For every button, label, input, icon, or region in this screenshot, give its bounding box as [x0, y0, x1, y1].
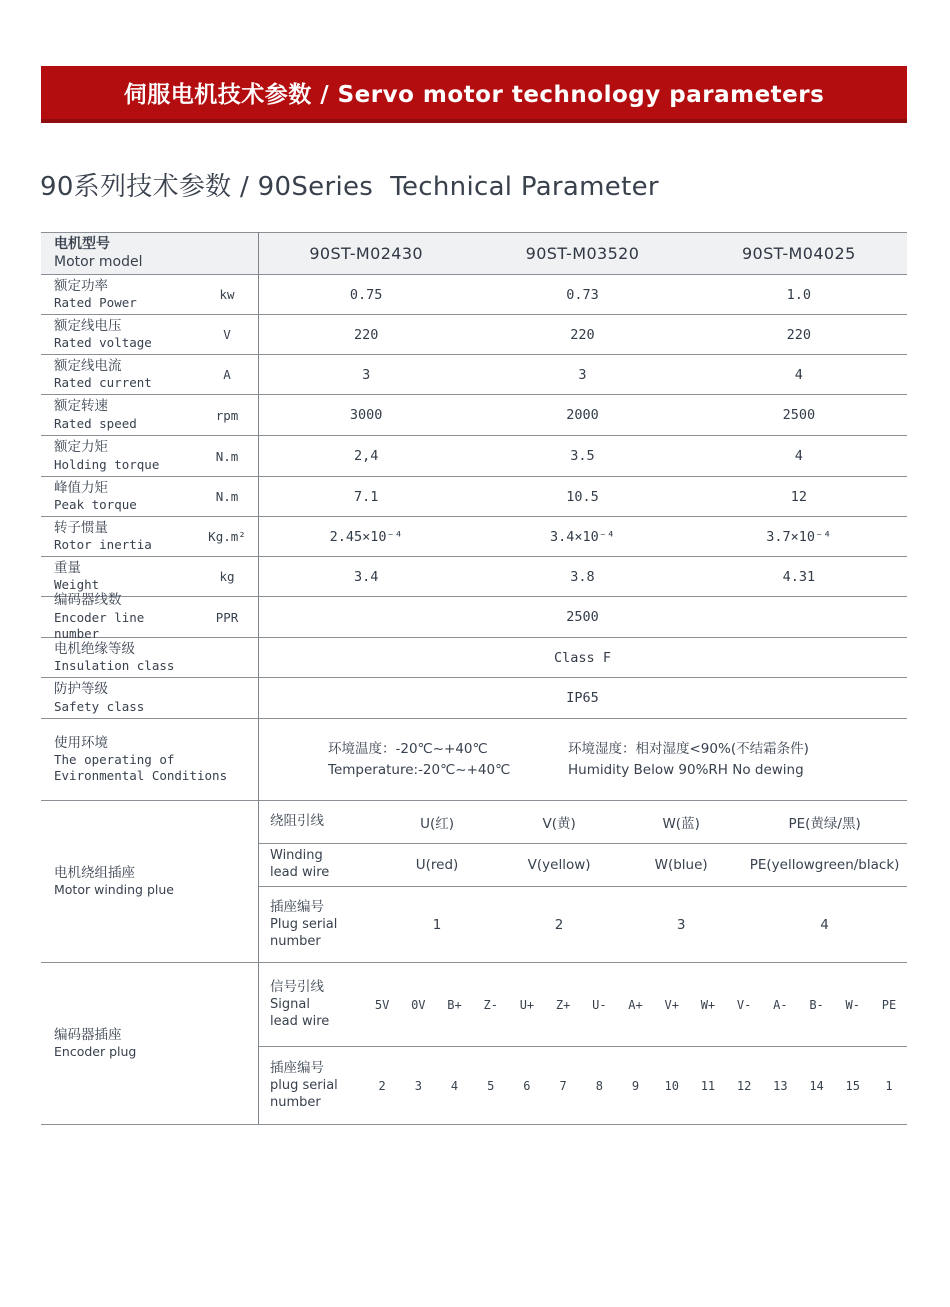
- signal-cell: B+: [447, 997, 462, 1012]
- wire-cell: W(蓝): [662, 815, 700, 832]
- wire-label-en-1: Winding: [270, 848, 323, 864]
- encoder-plug-number-list: [364, 1079, 907, 1093]
- wire-list-en: [376, 857, 907, 873]
- winding-label-en: Motor winding plue: [54, 882, 174, 898]
- wire-cell: U(红): [420, 815, 454, 832]
- row-label-en-1: The operating of: [54, 752, 175, 768]
- row-label-en: Encoder line number: [54, 609, 145, 641]
- signal-cell: V+: [664, 997, 679, 1012]
- winding-label-cell: [41, 801, 258, 962]
- value-cell: 3: [578, 366, 587, 383]
- plug-label-zh: 插座编号: [270, 899, 324, 916]
- value-cell: 2.45×10⁻⁴: [329, 528, 403, 545]
- value-list: [258, 557, 907, 596]
- row-label-cell: [41, 592, 258, 641]
- signal-cell: A+: [628, 997, 643, 1012]
- signal-cell: U+: [519, 997, 535, 1012]
- winding-wires-en-row: [258, 843, 907, 887]
- row-label-zh: 额定线电流: [54, 357, 122, 374]
- value-cell: 2000: [566, 407, 599, 423]
- row-label-cell: [41, 275, 258, 314]
- encoder-plug-label-en-2: number: [270, 1094, 321, 1110]
- span-value: 2500: [566, 609, 599, 625]
- row-label-en: Weight: [54, 577, 100, 593]
- value-list: [258, 275, 907, 314]
- temperature-block: [258, 739, 568, 781]
- signal-cell: Z+: [555, 997, 571, 1012]
- unit-label: rpm: [215, 407, 239, 423]
- row-label-zh: 峰值力矩: [54, 479, 108, 496]
- span-value: IP65: [566, 690, 599, 706]
- plug-number-cell: 3: [676, 916, 686, 933]
- plug-number-cell: 2: [554, 916, 564, 933]
- row-label-en: Safety class: [54, 698, 145, 714]
- model-name: 90ST-M02430: [309, 244, 424, 263]
- wire-label-en-cell: [258, 848, 376, 882]
- temperature-zh: 环境温度：-20℃~+40℃: [328, 740, 488, 757]
- spec-row-rotor-inertia: [41, 516, 907, 556]
- header-label-cell: [41, 233, 258, 274]
- plug-number-cell: 7: [559, 1078, 567, 1093]
- row-label-cell: [41, 315, 258, 354]
- spec-row-environment: [41, 718, 907, 800]
- row-label-en: Insulation class: [54, 658, 175, 674]
- header-label-en: Motor model: [54, 253, 143, 270]
- temperature-en: Temperature:-20℃~+40℃: [328, 761, 511, 778]
- unit-label: kw: [219, 287, 235, 302]
- encoder-label-zh: 编码器插座: [54, 1026, 122, 1043]
- plug-number-cell: 4: [450, 1078, 459, 1093]
- wire-cell: V(yellow): [527, 857, 591, 874]
- wire-label-zh-cell: [258, 813, 376, 831]
- plug-number-cell: 8: [595, 1078, 603, 1093]
- row-label-en-2: Evironmental Conditions: [54, 768, 228, 784]
- row-label-zh: 额定力矩: [54, 439, 108, 456]
- encoder-label-en: Encoder plug: [54, 1044, 137, 1060]
- plug-number-cell: 11: [700, 1078, 716, 1093]
- wire-cell: U(red): [415, 857, 459, 874]
- plug-label-en-1: Plug serial: [270, 916, 338, 932]
- value-cell: 0.75: [349, 286, 383, 303]
- encoder-plug-number-row: [258, 1046, 907, 1124]
- signal-cell: 0V: [411, 997, 426, 1012]
- plug-number-cell: 1: [432, 916, 442, 933]
- signal-cell: Z-: [483, 997, 498, 1012]
- wire-label-en-2: lead wire: [270, 865, 330, 881]
- wire-cell: W(blue): [654, 857, 708, 874]
- value-cell: 4.31: [782, 568, 816, 585]
- section-banner: [41, 66, 907, 123]
- span-value: Class F: [554, 649, 611, 666]
- value-cell: 3.4×10⁻⁴: [549, 528, 615, 545]
- signal-cell: W-: [845, 997, 860, 1012]
- plug-number-cell: 10: [664, 1078, 679, 1093]
- banner-title: 伺服电机技术参数 / Servo motor technology parameters: [123, 82, 825, 108]
- unit-label: Kg.m²: [208, 529, 246, 544]
- signal-cell: B-: [809, 997, 824, 1012]
- winding-plug-number-row: [258, 886, 907, 962]
- row-label-en: Rated Power: [54, 295, 137, 311]
- spec-row-peak-torque: [41, 476, 907, 516]
- plug-number-cell: 15: [845, 1078, 860, 1093]
- row-label-cell: [41, 719, 258, 800]
- row-label-zh: 使用环境: [54, 734, 108, 751]
- model-name: 90ST-M04025: [741, 244, 856, 263]
- spec-row-rated-speed: [41, 394, 907, 435]
- plug-number-cell: 5: [487, 1078, 495, 1093]
- unit-label: PPR: [215, 609, 239, 625]
- row-label-zh: 转子惯量: [54, 519, 108, 536]
- spec-row-holding-torque: [41, 435, 907, 476]
- row-label-cell: [41, 436, 258, 476]
- plug-number-cell: 14: [809, 1078, 824, 1093]
- span-value-cell: [258, 638, 907, 677]
- value-cell: 2500: [782, 407, 816, 423]
- row-label-en: Rated current: [54, 375, 152, 391]
- row-label-zh: 防护等级: [54, 681, 108, 698]
- value-list: [258, 315, 907, 354]
- winding-section-row: [41, 800, 907, 962]
- plug-label-en-2: number: [270, 933, 321, 949]
- signal-label-zh: 信号引线: [270, 979, 324, 996]
- row-label-cell: [41, 517, 258, 556]
- plug-label-cell: [258, 899, 376, 950]
- signal-label-cell: [258, 979, 364, 1030]
- row-label-zh: 电机绝缘等级: [54, 640, 135, 657]
- spec-row-rated-voltage: [41, 314, 907, 354]
- spec-row-safety-class: [41, 677, 907, 718]
- humidity-zh: 环境湿度：相对湿度<90%(不结霜条件): [568, 740, 809, 757]
- humidity-block: [568, 739, 907, 781]
- row-label-zh: 额定转速: [54, 398, 108, 415]
- encoder-plug-label-en-1: plug serial: [270, 1077, 338, 1093]
- value-cell: 3000: [349, 407, 383, 423]
- signal-cell: W+: [700, 997, 716, 1012]
- spec-table: [41, 232, 907, 1125]
- value-cell: 3.4: [353, 568, 379, 585]
- unit-label: N.m: [215, 448, 239, 464]
- row-label-en: Rated voltage: [54, 335, 152, 351]
- signal-cell: V-: [736, 997, 752, 1012]
- value-list: [258, 436, 907, 476]
- plug-number-cell: 4: [820, 916, 829, 933]
- model-list: [258, 233, 907, 274]
- spec-row-encoder-line-number: [41, 592, 907, 641]
- value-list: [258, 395, 907, 435]
- unit-label: N.m: [215, 489, 239, 504]
- plug-number-cell: 13: [773, 1078, 788, 1093]
- encoder-label-cell: [41, 963, 258, 1124]
- value-cell: 220: [786, 326, 812, 343]
- value-cell: 2,4: [353, 448, 379, 464]
- humidity-en: Humidity Below 90%RH No dewing: [568, 761, 804, 778]
- header-label-zh: 电机型号: [54, 235, 110, 252]
- signal-cell: PE: [881, 997, 897, 1012]
- value-cell: 0.73: [566, 286, 599, 303]
- winding-wires-zh-row: [258, 801, 907, 843]
- plug-number-cell: 6: [523, 1078, 531, 1093]
- row-label-cell: [41, 557, 258, 596]
- encoder-signal-row: [258, 963, 907, 1046]
- unit-label: kg: [219, 569, 235, 584]
- row-label-zh: 额定线电压: [54, 317, 122, 334]
- value-cell: 3: [362, 366, 371, 383]
- span-value-cell: [258, 678, 907, 718]
- spec-row-insulation-class: [41, 637, 907, 677]
- wire-cell: PE(yellowgreen/black): [749, 857, 900, 874]
- signal-list: [364, 998, 907, 1012]
- plug-number-cell: 12: [736, 1078, 752, 1093]
- signal-cell: U-: [592, 997, 607, 1012]
- spec-row-rated-current: [41, 354, 907, 394]
- value-list: [258, 477, 907, 516]
- winding-data-cell: [258, 801, 907, 962]
- value-list: [258, 355, 907, 394]
- winding-label-zh: 电机绕组插座: [54, 864, 135, 881]
- plug-number-cell: 1: [885, 1078, 893, 1093]
- wire-list-zh: [376, 812, 907, 832]
- winding-plug-number-list: [376, 917, 907, 933]
- value-cell: 12: [790, 488, 807, 505]
- model-name: 90ST-M03520: [525, 244, 640, 263]
- value-cell: 1.0: [786, 286, 812, 303]
- signal-cell: A-: [773, 997, 788, 1012]
- row-label-cell: [41, 638, 258, 677]
- row-label-cell: [41, 395, 258, 435]
- signal-cell: 5V: [374, 997, 390, 1012]
- value-cell: 3.7×10⁻⁴: [766, 528, 832, 545]
- value-cell: 10.5: [566, 488, 599, 505]
- unit-label: V: [223, 327, 231, 342]
- wire-label-zh: 绕阻引线: [270, 813, 324, 830]
- encoder-data-cell: [258, 963, 907, 1124]
- plug-number-cell: 3: [414, 1078, 422, 1093]
- encoder-plug-label-cell: [258, 1060, 364, 1111]
- wire-cell: V(黄): [542, 815, 576, 832]
- value-list: [258, 517, 907, 556]
- row-label-zh: 额定功率: [54, 277, 108, 294]
- signal-label-en-1: Signal: [270, 996, 310, 1012]
- encoder-section-row: [41, 962, 907, 1124]
- row-label-en: Holding torque: [54, 456, 160, 472]
- value-cell: 3.8: [570, 568, 595, 585]
- row-label-zh: 重量: [54, 559, 81, 576]
- value-cell: 4: [794, 366, 803, 383]
- table-column-divider: [258, 232, 259, 1124]
- page-title: 90系列技术参数 / 90Series Technical Parameter: [40, 172, 659, 202]
- row-label-en: Rotor inertia: [54, 537, 152, 553]
- value-cell: 220: [353, 326, 379, 343]
- table-header-row: [41, 232, 907, 274]
- encoder-plug-label-zh: 插座编号: [270, 1060, 324, 1077]
- spec-row-weight: [41, 556, 907, 596]
- span-value-cell: [258, 597, 907, 637]
- row-label-en: Rated speed: [54, 415, 137, 431]
- row-label-cell: [41, 355, 258, 394]
- spec-row-rated-power: [41, 274, 907, 314]
- row-label-cell: [41, 678, 258, 718]
- value-cell: 7.1: [353, 488, 379, 505]
- unit-label: A: [223, 367, 231, 382]
- value-cell: 3.5: [570, 448, 595, 464]
- signal-label-en-2: lead wire: [270, 1013, 330, 1029]
- environment-cell: [258, 719, 907, 800]
- row-label-en: Peak torque: [54, 497, 137, 513]
- plug-number-cell: 9: [631, 1078, 640, 1093]
- plug-number-cell: 2: [378, 1078, 386, 1093]
- row-label-zh: 编码器线数: [54, 592, 122, 609]
- value-cell: 4: [794, 448, 803, 464]
- value-cell: 220: [570, 326, 595, 343]
- row-label-cell: [41, 477, 258, 516]
- wire-cell: PE(黄绿/黑): [788, 815, 861, 832]
